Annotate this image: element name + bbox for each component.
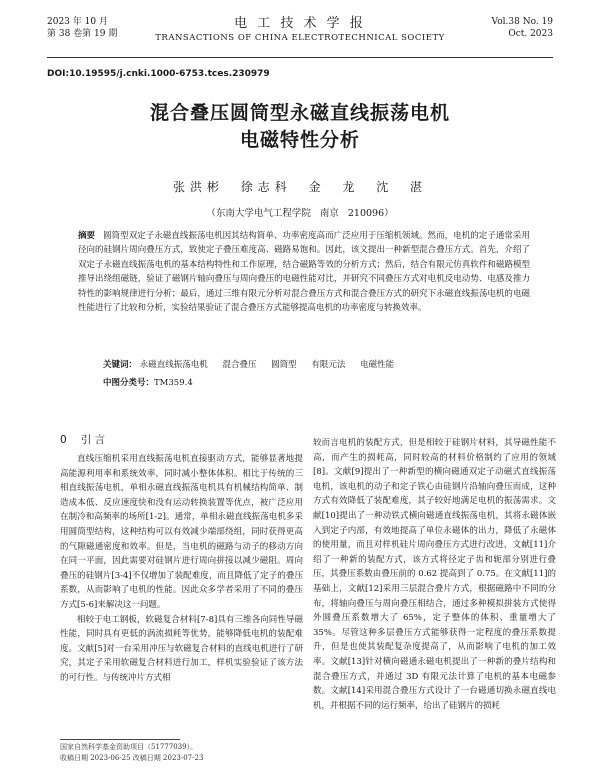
header-volume-issue: 第 38 卷第 19 期: [47, 29, 118, 39]
header-date: 2023 年 10 月: [47, 17, 108, 27]
header-month-year: Oct. 2023: [508, 29, 553, 39]
keyword-item: 电磁性能: [360, 360, 395, 370]
header-rule: [47, 57, 553, 58]
abstract-text: 圆筒型双定子永磁直线振荡电机因其结构简单、功率密度高而广泛应用于压缩机领域。然而，电机的定子通常采用径向的硅钢片周向叠压方式，致使定子叠压难度高、磁路易饱和。因此，该文提出一种新型混合叠压方式。首先，介绍了双定子永磁直线振荡电机的基本结构特性和工作原理，结合磁路等效的分析方式；然后，结合有限元仿真软件和磁路模型推导出绕组磁链，验证了磁钢片轴向叠压与周向叠压的电磁性能对比，并研究不同叠压方式对电机反电动势、电感及推力特性的影响规律进行分析；最后，通过三维有限元分析对混合叠压方式和混合叠压方式的研究下永磁直线振荡电机的电磁性能进行了比较和分析，实验结果验证了混合叠压方式能够提高电机的功率密度与转换效率。: [78, 231, 530, 314]
running-header: [0, 0, 600, 60]
header-vol-no-line: Vol.38 No. 19: [491, 17, 553, 27]
clc-value: TM359.4: [154, 378, 193, 388]
keyword-item: 圆筒型: [271, 360, 297, 370]
section-heading: [60, 432, 105, 447]
footnote-funding: 国家自然科学基金资助项目（51777039）。: [60, 743, 198, 751]
body-column-right: [313, 436, 556, 713]
keywords-label: 关键词：: [103, 360, 138, 370]
journal-name-cn: 电 工 技 术 学 报: [234, 16, 366, 31]
clc-label: 中图分类号：: [103, 378, 155, 388]
footnote: [60, 742, 203, 764]
keywords: [103, 358, 523, 370]
paper-title: [0, 100, 600, 154]
affiliation: （东南大学电气工程学院 南京 210096）: [206, 208, 394, 219]
authors: 张洪彬 徐志科 金 龙 沈 湛: [172, 180, 428, 194]
footnote-rule: [60, 739, 180, 740]
title-line-2: 电磁特性分析: [239, 129, 360, 151]
journal-name-en: TRANSACTIONS OF CHINA ELECTROTECHNICAL SOCIETY: [155, 33, 445, 43]
abstract-label: 摘要: [78, 231, 96, 241]
section-number: 0: [60, 434, 67, 446]
keyword-item: 永磁直线振荡电机: [139, 360, 208, 370]
section-title: 引 言: [80, 434, 106, 446]
header-vol-no: [492, 16, 553, 40]
title-line-1: 混合叠压圆筒型永磁直线振荡电机: [149, 102, 450, 124]
clc-number: [103, 376, 193, 388]
body-paragraph: 相较于电工钢板，软磁复合材料[7-8]具有三维各向同性导磁性能，同时具有更低的涡流损耗等优势，能够降低电机的装配难度。文献[5]对一台采用冲压与软磁复合材料的直线电机进行了研究，其定子采用软磁复合材料进行加工，样机实验验证了该方法的可行性。与传统冲片方式相: [60, 614, 303, 683]
footnote-dates: 收稿日期 2023-06-25 改稿日期 2023-07-23: [60, 754, 204, 762]
keyword-item: 混合叠压: [222, 360, 257, 370]
body-column-left: [60, 452, 303, 686]
body-paragraph: 较而言电机的装配方式，但是相较于硅钢片材料，其导磁性能不高，而产生的损耗高，同时较高的材料价格制约了应用的领域[8]。文献[9]提出了一种新型的横向磁通双定子动磁式直线振荡电机，该电机的动子和定子铁心由硅钢片沿轴向叠压而成，这种方式有效降低了装配难度，其子较好地满足电机的振荡需求。文献[10]提出了一种动铁式横向磁通直线振荡电机，其将永磁体嵌入到定子内部，有效地提高了单位永磁体的出力，降低了永磁体的使用量，而且对样机硅片周向叠压方式进行改进，文献[11]介绍了一种新的装配方式，该方式将径定子齿和轭部分别进行叠压，其叠压系数由叠压前的 0.62 提高到了 0.75。在文献[11]的基础上，文献[12]采用三层混合叠片方式，根据磁路中不同的分布，将轴向叠压与周向叠压相结合，通过多种模拟拼装方式使得外圆叠压系数增大了 65%，定子整体的体积、重量增大了 35%。尽管这种多层叠压方式能够获得一定程度的叠压系数提升，但是也使其装配复杂度提高了，从而影响了电机的加工效率。文献[13]针对横向磁通永磁电机提出了一种新的叠片结构和混合叠压方式，并通过 3D 有限元法计算了电机的基本电磁参数。文献[14]采用混合叠压方式设计了一台磁通切换永磁直线电机，并根据不同的运行频率，给出了硅钢片的损耗: [313, 438, 556, 711]
doi: DOI:10.19595/j.cnki.1000-6753.tces.230979: [47, 69, 270, 79]
abstract: [78, 229, 530, 315]
keyword-item: 有限元法: [311, 360, 346, 370]
body-paragraph: 直线压缩机采用直线振荡电机直接驱动方式，能够显著地提高能源利用率和系统效率，同时减小整体体积。相比于传统的三相直线振荡电机，单相永磁直线振荡电机具有机械结构简单、制造成本低、反应速度快和没有运动转换装置等优点，被广泛应用在制冷和高频率的场所[1-2]。通常，单相永磁直线振荡电机多采用圆筒型结构，这种结构可以有效减少端部绕组，同时获得更高的气隙磁通密度和效率。但是，当电机的磁路与动子的移动方向在同一平面，因此需要对硅钢片进行周向拼接以减少磁阻。周向叠压的硅钢片[3-4]不仅增加了装配难度，而且降低了定子的叠压系数，从而影响了电机的性能。因此众多学者采用了不同的叠压方式[5-6]来解决这一问题。: [60, 454, 303, 610]
